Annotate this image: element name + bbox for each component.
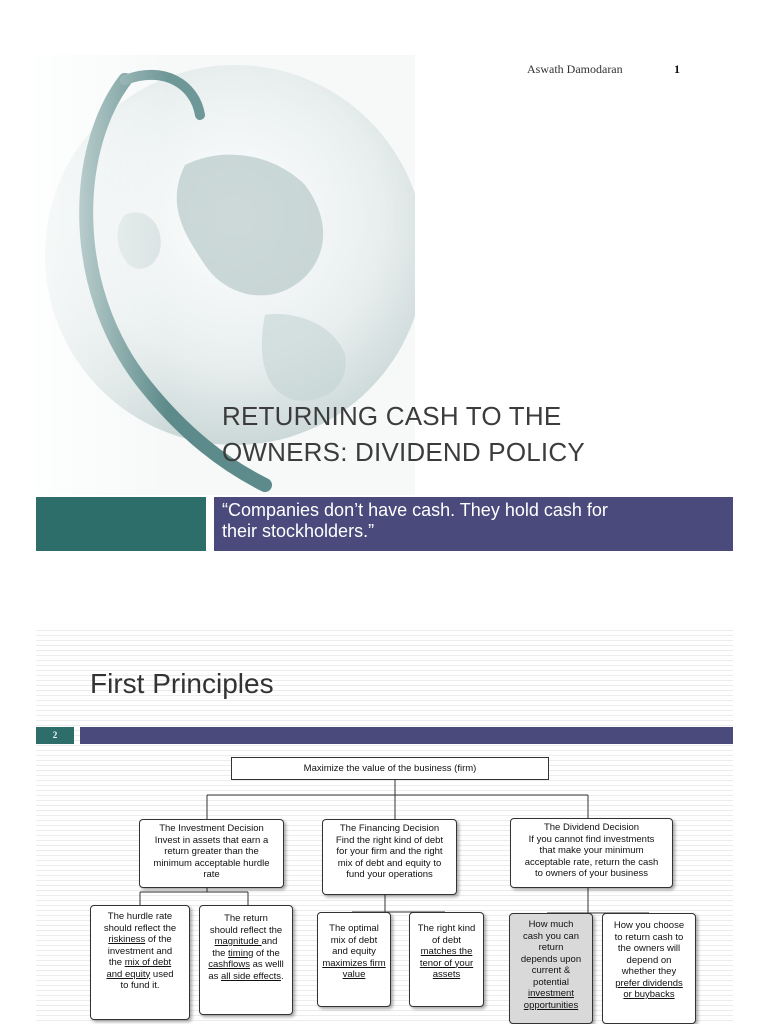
- right-kind-debt-box: [409, 912, 484, 1007]
- quote-bar: [214, 497, 733, 551]
- box-line: fund your operations: [346, 869, 433, 880]
- box-line: [204, 971, 288, 983]
- box-line: prefer dividends: [615, 977, 683, 989]
- box-line: The Financing Decision: [339, 823, 440, 834]
- box-line: return greater than the: [164, 846, 259, 857]
- box-line: opportunities: [523, 999, 579, 1011]
- box-line: cash you can: [523, 930, 579, 942]
- how-you-choose-box: [602, 913, 696, 1024]
- box-line: The Dividend Decision: [543, 822, 640, 833]
- box-line: rate: [203, 869, 220, 880]
- box-line: investment: [528, 988, 574, 999]
- box-line: depend on: [626, 954, 672, 966]
- box-line: for your firm and the right: [336, 846, 443, 857]
- box-line: assets: [432, 969, 461, 980]
- financing-decision-box: [322, 819, 457, 895]
- box-line: and equity: [332, 946, 376, 957]
- box-text: the: [212, 947, 229, 959]
- page-number: 1: [674, 62, 680, 76]
- box-line: to fund it.: [120, 980, 160, 991]
- return-box: [199, 905, 293, 1015]
- box-text: used: [150, 968, 174, 980]
- box-text: and equity: [106, 968, 151, 980]
- box-line: Find the right kind of debt: [335, 834, 444, 846]
- box-line: The optimal: [329, 923, 379, 934]
- box-line: [95, 969, 185, 981]
- first-principles-slide: [0, 590, 768, 1024]
- box-line: tenor of your: [419, 957, 474, 969]
- box-text: riskiness: [108, 934, 146, 945]
- box-line: return: [538, 942, 564, 953]
- box-text: cashflows: [208, 959, 250, 970]
- box-line: If you cannot find investments: [528, 833, 655, 845]
- box-line: How you choose: [613, 920, 685, 931]
- box-line: acceptable rate, return the cash: [524, 856, 659, 868]
- box-text: as welll: [249, 959, 284, 970]
- box-line: [95, 957, 185, 969]
- box-line: The return: [224, 913, 268, 924]
- box-line: [204, 948, 288, 960]
- slide-title-line-2: OWNERS: DIVIDEND POLICY: [222, 437, 585, 467]
- box-line: The Investment Decision: [159, 823, 264, 834]
- box-line: How much: [528, 919, 574, 930]
- slide-title: [222, 398, 742, 470]
- box-line: maximizes firm: [322, 957, 386, 969]
- box-line: investment and: [107, 945, 173, 957]
- box-line: potential: [533, 976, 569, 988]
- box-line: [204, 936, 288, 948]
- quote-line-2: their stockholders.”: [222, 521, 375, 541]
- box-text: mix of debt: [124, 957, 172, 968]
- hurdle-rate-box: [90, 905, 190, 1020]
- accent-block: [36, 497, 206, 551]
- box-line: current &: [531, 965, 571, 976]
- box-text: of the: [253, 947, 280, 959]
- box-line: whether they: [621, 966, 677, 977]
- quote-line-1: “Companies don’t have cash. They hold cash for: [222, 500, 608, 520]
- box-line: minimum acceptable hurdle: [153, 857, 270, 869]
- slide-title-line-1: RETURNING CASH TO THE: [222, 401, 562, 431]
- slide-title: First Principles: [90, 668, 274, 699]
- box-line: mix of debt: [330, 934, 378, 946]
- box-line: to owners of your business: [534, 868, 648, 879]
- box-line: to return cash to: [614, 931, 684, 943]
- author-name: Aswath Damodaran: [527, 62, 623, 76]
- box-line: depends upon: [520, 953, 582, 965]
- box-text: of the: [145, 934, 172, 945]
- investment-decision-box: [139, 819, 284, 888]
- box-line: value: [342, 969, 366, 980]
- box-line: matches the: [420, 946, 473, 957]
- box-line: should reflect the: [103, 922, 177, 934]
- box-line: Invest in assets that earn a: [154, 834, 269, 846]
- how-much-cash-box: [509, 913, 593, 1024]
- box-line: [204, 959, 288, 971]
- slide-number: 2: [36, 727, 74, 744]
- box-line: the owners will: [617, 943, 681, 954]
- box-text: as: [208, 970, 221, 982]
- maximize-value-box: Maximize the value of the business (firm): [231, 757, 549, 780]
- box-text: all side effects: [221, 970, 282, 982]
- optimal-mix-box: [317, 912, 391, 1007]
- box-line: should reflect the: [209, 924, 283, 936]
- box-line: The right kind: [417, 923, 476, 934]
- box-line: or buybacks: [623, 989, 675, 1000]
- box-line: [95, 934, 185, 946]
- dividend-decision-box: [510, 818, 673, 888]
- box-line: The hurdle rate: [107, 911, 173, 922]
- box-line: of debt: [431, 934, 462, 946]
- box-text: and: [261, 936, 278, 947]
- box-line: that make your minimum: [539, 845, 644, 856]
- box-text: magnitude: [214, 936, 262, 947]
- box-text: .: [281, 970, 284, 982]
- box-text: the: [108, 957, 125, 968]
- box-line: mix of debt and equity to: [337, 857, 442, 869]
- box-text: timing: [228, 947, 254, 959]
